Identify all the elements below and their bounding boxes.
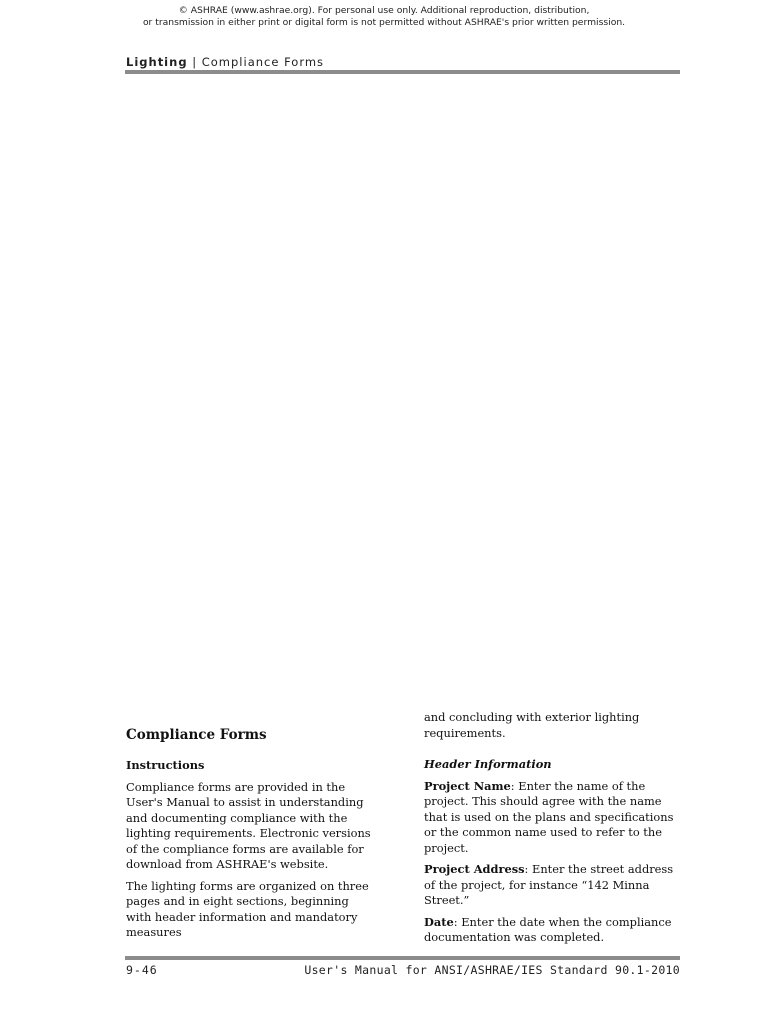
footer-rule: [125, 956, 680, 960]
date-paragraph: [424, 915, 680, 946]
page-number: 9-46: [126, 963, 158, 977]
book-title: User's Manual for ANSI/ASHRAE/IES Standard 90.1-2010: [304, 963, 680, 977]
instructions-paragraph-1: Compliance forms are provided in the User's Manual to assist in understanding and documenting compliance with the lighting requirements. Electronic versions of the compliance forms are available for download from ASHRAE's website.: [126, 779, 371, 871]
running-header-separator: |: [187, 55, 202, 69]
project-name-term: Project Name: [424, 778, 511, 793]
project-address-text: : Enter the street address of the project, for instance “142 Minna Street.”: [424, 862, 674, 907]
project-name-text: : Enter the name of the project. This should agree with the name that is used on the plans and specifications or the common name used to refer to the project.: [424, 778, 674, 855]
running-header-subsection: Compliance Forms: [201, 55, 325, 69]
project-address-term: Project Address: [424, 862, 525, 876]
copyright-line-2: or transmission in either print or digital form is not permitted without ASHRAE's prior written permission.: [142, 17, 626, 28]
project-name-paragraph: [424, 779, 680, 857]
continuation-paragraph: and concluding with exterior lighting requirements.: [424, 710, 640, 740]
right-column: [424, 710, 680, 952]
header-information-heading: Header Information: [424, 757, 552, 771]
running-header-section: Lighting: [126, 55, 188, 69]
section-title: Compliance Forms: [126, 727, 267, 743]
instructions-paragraph-2: The lighting forms are organized on three pages and in eight sections, beginning with header information and mandatory measures: [126, 878, 369, 939]
date-term: Date: [424, 914, 454, 929]
instructions-heading: Instructions: [126, 758, 205, 772]
copyright-notice: [0, 5, 768, 29]
project-address-paragraph: [424, 862, 680, 909]
left-column: [126, 726, 376, 947]
date-text: : Enter the date when the compliance documentation was completed.: [424, 914, 672, 944]
copyright-line-1: © ASHRAE (www.ashrae.org). For personal use only. Additional reproduction, distribution,: [178, 5, 590, 16]
header-rule: [125, 70, 680, 74]
running-header: [126, 55, 680, 69]
